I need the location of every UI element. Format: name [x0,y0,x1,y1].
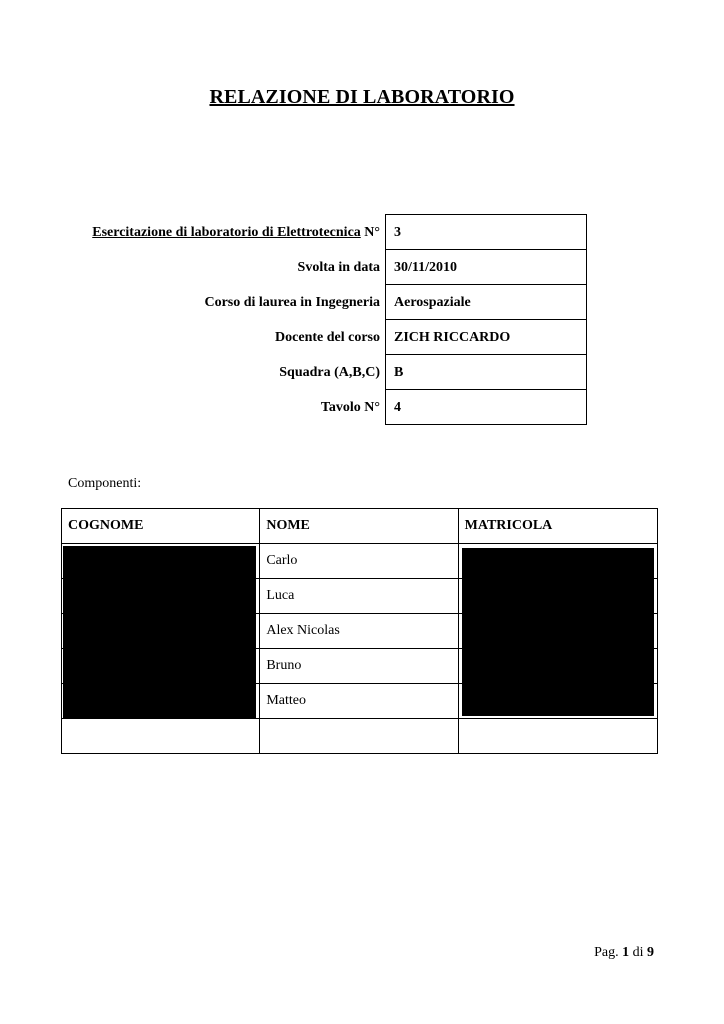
info-values-box [385,214,587,425]
cell-nome: Matteo [260,684,458,719]
info-labels [60,214,380,424]
redaction-block-matricola [462,548,654,716]
info-label-text: Corso di laurea in Ingegneria [204,295,380,310]
cell-matricola [458,719,657,754]
footer-prefix: Pag. [594,945,623,960]
info-value-data: 30/11/2010 [386,250,586,285]
document-title: RELAZIONE DI LABORATORIO [209,86,515,108]
footer-middle: di [629,945,647,960]
info-value-docente: ZICH RICCARDO [386,320,586,355]
header-cognome: COGNOME [62,509,260,544]
header-nome: NOME [260,509,458,544]
info-label-corso [60,284,380,319]
footer-page-number: 1 [622,945,630,960]
info-label-text: Esercitazione di laboratorio di Elettrotecnica [92,225,361,240]
info-label-docente [60,319,380,354]
info-label-text: Squadra (A,B,C) [279,365,380,380]
cell-nome [260,719,458,754]
footer-page-total: 9 [647,945,654,960]
info-label-data [60,249,380,284]
info-label-tavolo [60,389,380,424]
info-label-text: Svolta in data [297,260,380,275]
info-label-suffix: N° [360,225,380,240]
cell-nome: Alex Nicolas [260,614,458,649]
info-value-esercitazione: 3 [386,215,586,250]
page-footer [594,945,654,961]
info-label-text: Docente del corso [275,330,380,345]
header-matricola: MATRICOLA [458,509,657,544]
redaction-block-cognome [63,546,256,718]
componenti-label: Componenti: [68,476,142,491]
info-value-tavolo: 4 [394,400,401,415]
info-value-corso: Aerospaziale [386,285,586,320]
cell-nome: Bruno [260,649,458,684]
info-label-esercitazione [60,214,380,249]
info-value-squadra: B [386,355,586,390]
cell-nome: Luca [260,579,458,614]
cell-cognome [62,719,260,754]
info-label-text: Tavolo N° [320,400,380,415]
info-label-squadra [60,354,380,389]
table-header-row [62,509,658,544]
cell-nome: Carlo [260,544,458,579]
table-row [62,719,658,754]
